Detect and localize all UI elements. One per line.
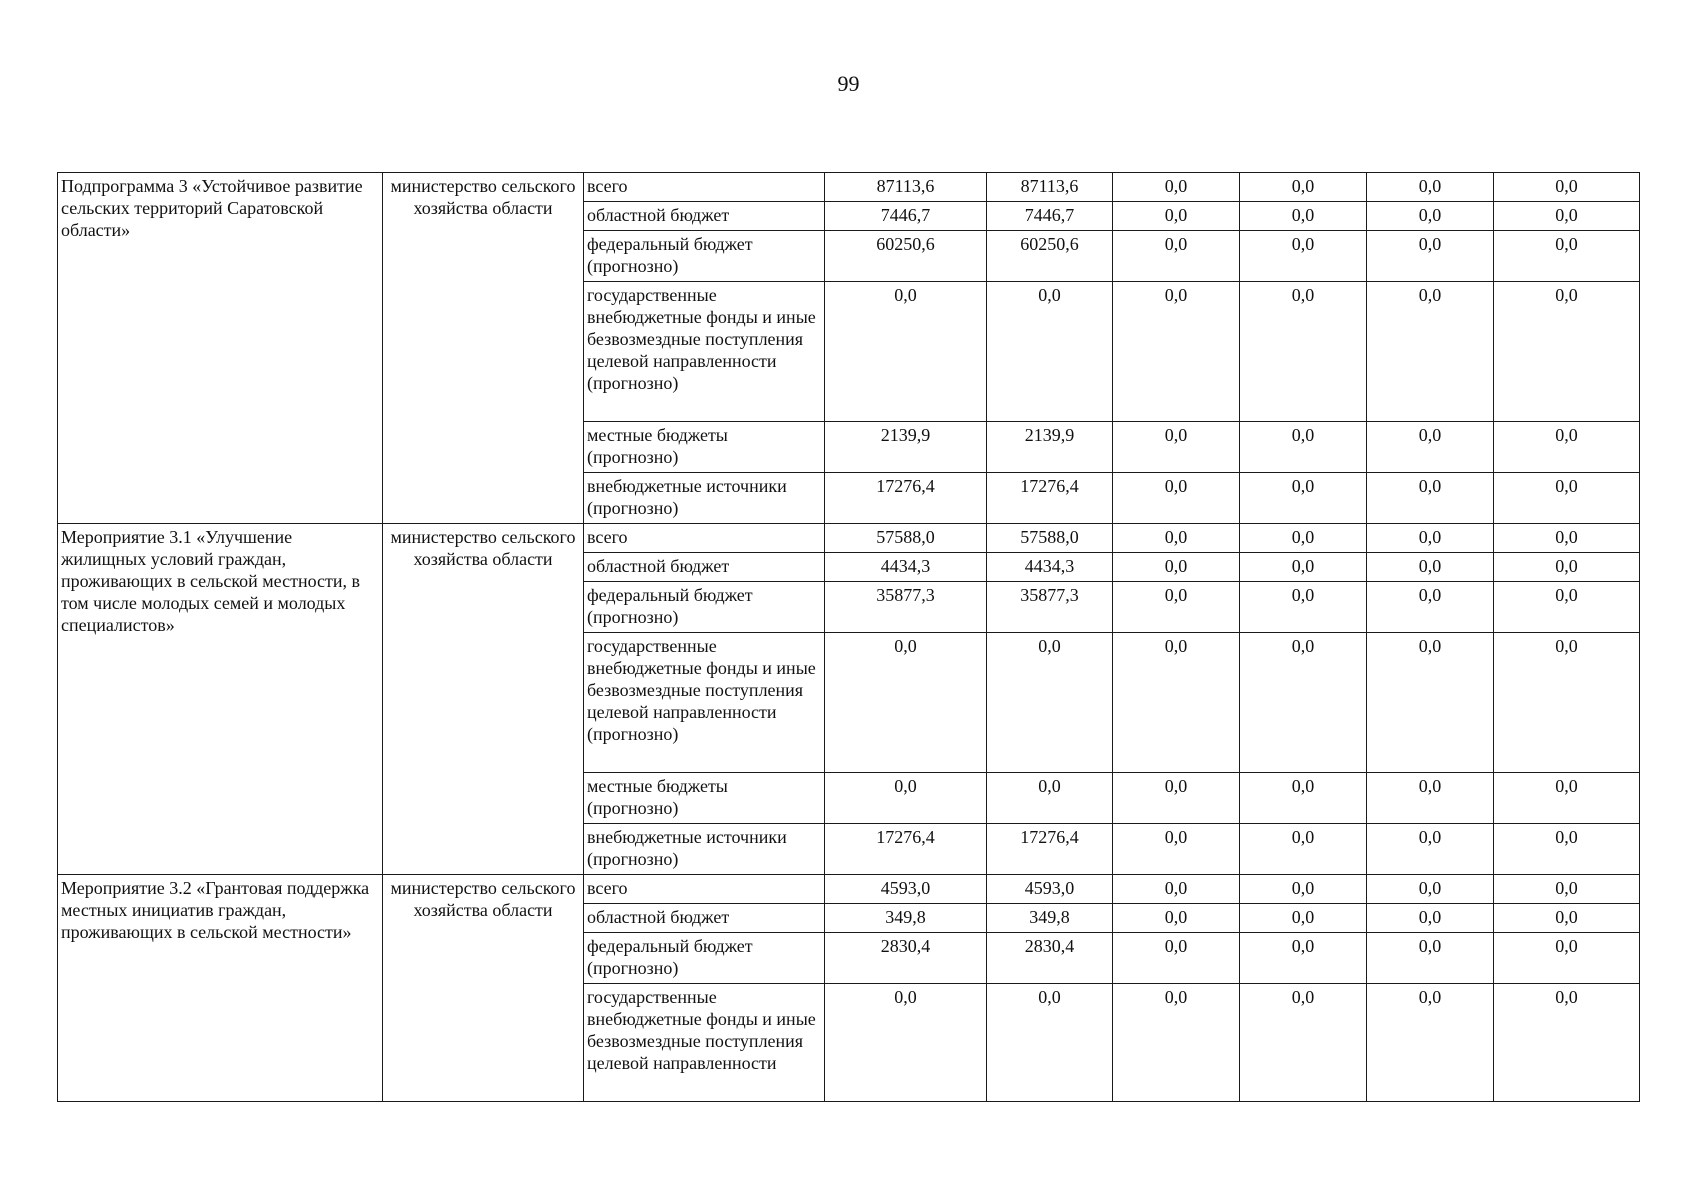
amount-cell: 35877,3 [825,582,987,633]
amount-cell: 0,0 [1494,984,1640,1102]
amount-cell: 0,0 [987,633,1113,773]
amount-cell: 0,0 [987,984,1113,1102]
amount-cell: 87113,6 [825,173,987,202]
amount-cell: 4593,0 [825,875,987,904]
amount-cell: 0,0 [1494,904,1640,933]
amount-cell: 2139,9 [987,422,1113,473]
amount-cell: 0,0 [1367,875,1494,904]
amount-cell: 0,0 [1494,422,1640,473]
amount-cell: 0,0 [1494,173,1640,202]
amount-cell: 0,0 [1240,633,1367,773]
funding-source-cell: федеральный бюджет (прогнозно) [584,582,825,633]
amount-cell: 0,0 [1367,553,1494,582]
amount-cell: 0,0 [1240,904,1367,933]
amount-cell: 2830,4 [987,933,1113,984]
amount-cell: 17276,4 [987,824,1113,875]
amount-cell: 0,0 [1113,231,1240,282]
amount-cell: 0,0 [825,633,987,773]
amount-cell: 57588,0 [987,524,1113,553]
funding-source-cell: всего [584,173,825,202]
table-row [58,173,1640,202]
amount-cell: 17276,4 [825,824,987,875]
funding-source-cell: внебюджетные источники (прогнозно) [584,473,825,524]
amount-cell: 0,0 [1240,875,1367,904]
funding-source-cell: местные бюджеты (прогнозно) [584,422,825,473]
amount-cell: 349,8 [825,904,987,933]
amount-cell: 0,0 [1113,473,1240,524]
amount-cell: 60250,6 [825,231,987,282]
amount-cell: 0,0 [1494,553,1640,582]
amount-cell: 0,0 [1113,875,1240,904]
executor-cell: министерство сельского хозяйства области [383,875,584,1102]
financing-table [57,172,1640,1102]
amount-cell: 0,0 [1113,773,1240,824]
amount-cell: 0,0 [825,773,987,824]
amount-cell: 0,0 [1367,231,1494,282]
amount-cell: 2139,9 [825,422,987,473]
funding-source-cell: федеральный бюджет (прогнозно) [584,231,825,282]
amount-cell: 0,0 [1113,524,1240,553]
amount-cell: 0,0 [1367,422,1494,473]
funding-source-cell: областной бюджет [584,202,825,231]
amount-cell: 4434,3 [987,553,1113,582]
amount-cell: 0,0 [1113,904,1240,933]
amount-cell: 0,0 [1494,202,1640,231]
amount-cell: 0,0 [1113,282,1240,422]
amount-cell: 0,0 [1113,173,1240,202]
program-name-cell: Мероприятие 3.1 «Улучшение жилищных условий граждан, проживающих в сельской местности, в том числе молодых семей и молодых специалистов» [58,524,383,875]
amount-cell: 0,0 [1367,633,1494,773]
amount-cell: 0,0 [1367,582,1494,633]
amount-cell: 0,0 [1240,202,1367,231]
amount-cell: 0,0 [1240,984,1367,1102]
executor-cell: министерство сельского хозяйства области [383,173,584,524]
amount-cell: 0,0 [1494,582,1640,633]
amount-cell: 87113,6 [987,173,1113,202]
amount-cell: 0,0 [1240,282,1367,422]
amount-cell: 0,0 [1494,473,1640,524]
amount-cell: 17276,4 [825,473,987,524]
amount-cell: 0,0 [1240,933,1367,984]
amount-cell: 7446,7 [987,202,1113,231]
funding-source-cell: местные бюджеты (прогнозно) [584,773,825,824]
amount-cell: 0,0 [1240,422,1367,473]
amount-cell: 0,0 [1494,282,1640,422]
amount-cell: 0,0 [1367,173,1494,202]
amount-cell: 0,0 [1113,582,1240,633]
funding-source-cell: всего [584,524,825,553]
amount-cell: 0,0 [1494,875,1640,904]
funding-source-cell: областной бюджет [584,904,825,933]
amount-cell: 0,0 [1494,524,1640,553]
amount-cell: 4434,3 [825,553,987,582]
amount-cell: 0,0 [987,773,1113,824]
funding-source-cell: государственные внебюджетные фонды и иные безвозмездные поступления целевой направленности [584,984,825,1102]
funding-source-cell: всего [584,875,825,904]
funding-source-cell: внебюджетные источники (прогнозно) [584,824,825,875]
amount-cell: 0,0 [1240,231,1367,282]
amount-cell: 0,0 [1494,633,1640,773]
amount-cell: 17276,4 [987,473,1113,524]
amount-cell: 0,0 [1367,524,1494,553]
amount-cell: 0,0 [1113,553,1240,582]
page-number: 99 [837,71,860,96]
amount-cell: 60250,6 [987,231,1113,282]
amount-cell: 0,0 [1240,824,1367,875]
amount-cell: 0,0 [1240,582,1367,633]
amount-cell: 0,0 [825,282,987,422]
amount-cell: 0,0 [1240,773,1367,824]
amount-cell: 0,0 [1113,984,1240,1102]
amount-cell: 0,0 [1367,202,1494,231]
funding-source-cell: федеральный бюджет (прогнозно) [584,933,825,984]
funding-source-cell: государственные внебюджетные фонды и иные безвозмездные поступления целевой направленности (прогнозно) [584,282,825,422]
amount-cell: 57588,0 [825,524,987,553]
table-row [58,875,1640,904]
amount-cell: 0,0 [1367,773,1494,824]
amount-cell: 0,0 [1240,553,1367,582]
amount-cell: 4593,0 [987,875,1113,904]
executor-cell: министерство сельского хозяйства области [383,524,584,875]
funding-source-cell: государственные внебюджетные фонды и иные безвозмездные поступления целевой направленности (прогнозно) [584,633,825,773]
amount-cell: 0,0 [1494,231,1640,282]
funding-source-cell: областной бюджет [584,553,825,582]
amount-cell: 0,0 [1113,824,1240,875]
amount-cell: 349,8 [987,904,1113,933]
amount-cell: 0,0 [1367,984,1494,1102]
amount-cell: 0,0 [1240,473,1367,524]
amount-cell: 0,0 [1113,422,1240,473]
amount-cell: 0,0 [1240,173,1367,202]
program-name-cell: Подпрограмма 3 «Устойчивое развитие сельских территорий Саратовской области» [58,173,383,524]
program-name-cell: Мероприятие 3.2 «Грантовая поддержка местных инициатив граждан, проживающих в сельской местности» [58,875,383,1102]
amount-cell: 0,0 [1494,773,1640,824]
amount-cell: 0,0 [1367,473,1494,524]
amount-cell: 0,0 [825,984,987,1102]
amount-cell: 0,0 [1367,282,1494,422]
amount-cell: 0,0 [1113,633,1240,773]
amount-cell: 0,0 [1367,904,1494,933]
amount-cell: 0,0 [1367,933,1494,984]
amount-cell: 0,0 [987,282,1113,422]
amount-cell: 0,0 [1367,824,1494,875]
amount-cell: 2830,4 [825,933,987,984]
amount-cell: 0,0 [1113,202,1240,231]
amount-cell: 0,0 [1113,933,1240,984]
amount-cell: 7446,7 [825,202,987,231]
amount-cell: 0,0 [1494,933,1640,984]
amount-cell: 0,0 [1494,824,1640,875]
amount-cell: 35877,3 [987,582,1113,633]
table-row [58,524,1640,553]
amount-cell: 0,0 [1240,524,1367,553]
